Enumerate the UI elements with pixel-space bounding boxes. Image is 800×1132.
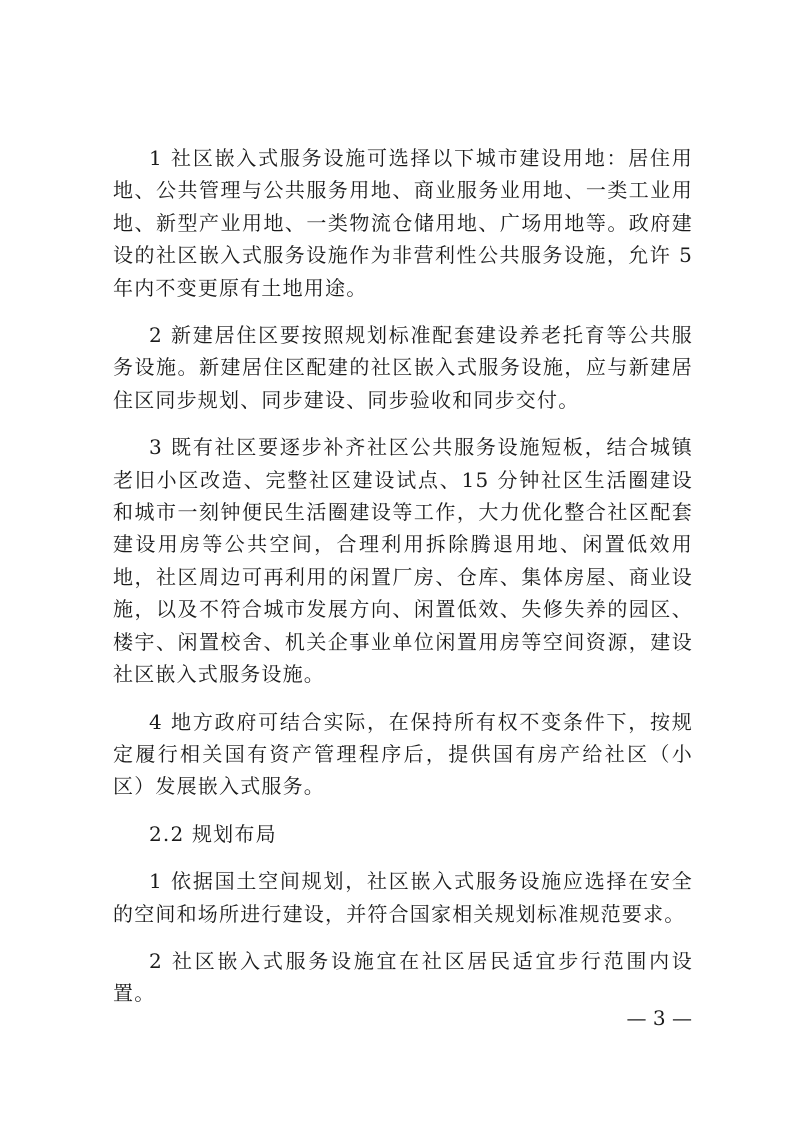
page-number: — 3 — [626, 1006, 692, 1030]
paragraph-walking-range: 2 社区嵌入式服务设施宜在社区居民适宜步行范围内设置。 [113, 948, 693, 1006]
paragraph-spatial-planning: 1 依据国土空间规划，社区嵌入式服务设施应选择在安全的空间和场所进行建设，并符合国家相关规划标准规范要求。 [113, 869, 693, 926]
paragraph-new-residential: 2 新建居住区要按照规划标准配套建设养老托育等公共服务设施。新建居住区配建的社区嵌入式服务设施，应与新建居住区同步规划、同步建设、同步验收和同步交付。 [113, 323, 693, 412]
paragraph-existing-community: 3 既有社区要逐步补齐社区公共服务设施短板，结合城镇老旧小区改造、完整社区建设试点、15 分钟社区生活圈建设和城市一刻钟便民生活圈建设等工作，大力优化整合社区配套建设用房等公共空间，合理利用拆除腾退用地、闲置低效用地，社区周边可再利用的闲置厂房、仓库、集体房屋、商业设施，以及不符合城市发展方向、闲置低效、失修失养的园区、楼宇、闲置校舍、机关企事业单位闲置用房等空间资源，建设社区嵌入式服务设施。 [113, 435, 693, 687]
section-heading: 2.2 规划布局 [149, 821, 277, 846]
paragraph-land-use: 1 社区嵌入式服务设施可选择以下城市建设用地：居住用地、公共管理与公共服务用地、商业服务业用地、一类工业用地、新型产业用地、一类物流仓储用地、广场用地等。政府建设的社区嵌入式服务设施作为非营利性公共服务设施，允许 5 年内不变更原有土地用途。 [113, 146, 701, 300]
paragraph-local-government: 4 地方政府可结合实际，在保持所有权不变条件下，按规定履行相关国有资产管理程序后，提供国有房产给社区（小区）发展嵌入式服务。 [113, 709, 693, 799]
document-body [113, 142, 701, 1025]
